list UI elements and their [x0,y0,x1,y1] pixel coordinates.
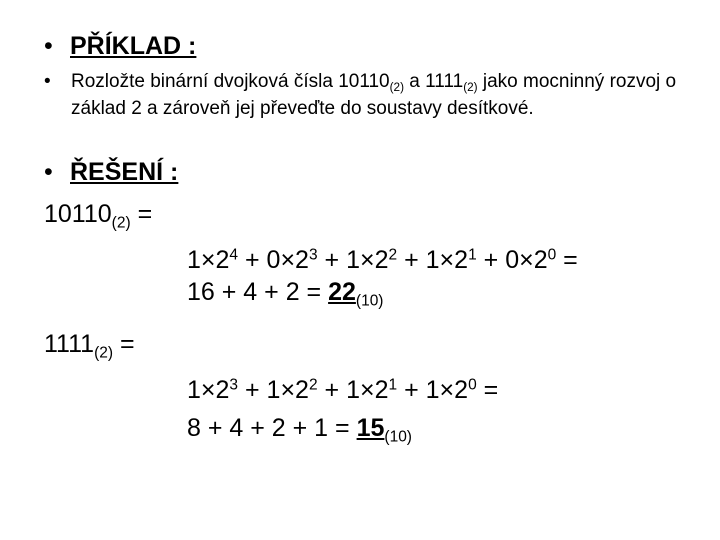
example-heading: PŘÍKLAD : [70,32,197,60]
second-number-label [44,330,135,362]
decimal-result: 22 [328,278,356,306]
power-term: 1×2 [266,376,309,404]
exponent: 0 [468,376,477,394]
base-subscript: (10) [384,428,412,446]
exponent: 4 [229,246,239,264]
power-term: 1×2 [187,376,230,404]
binary-number: 1111 [44,330,95,358]
decimal-result: 15 [356,414,385,442]
bullet-icon: • [44,158,53,186]
operator: + [397,376,426,404]
first-expansion [187,246,578,275]
base-subscript: (2) [463,81,478,95]
task-text-part: Rozložte binární dvojková čísla 10110 [71,71,390,92]
task-text-part: a 1111 [404,71,464,92]
operator: + [476,246,506,274]
exponent: 1 [388,376,398,394]
base-subscript: (2) [389,81,405,95]
operator: = [476,376,499,404]
solution-heading: ŘEŠENÍ : [70,158,179,186]
exponent: 2 [388,246,398,264]
power-term: 1×2 [187,246,230,274]
exponent: 0 [547,246,557,264]
power-term: 1×2 [346,246,389,274]
operator: + [317,376,347,404]
first-number-label [44,200,153,232]
operator: = [556,246,578,274]
power-term: 0×2 [505,246,548,274]
operator: + [397,246,426,274]
exponent: 2 [308,376,318,394]
equals-sign: = [113,330,135,358]
task-text-part: jako mocninný rozvoj o základ 2 a zároveň jej převeďte do soustavy desítkové. [71,71,677,119]
power-term: 1×2 [346,376,389,404]
binary-number: 10110 [44,200,112,228]
sum-expression: 8 + 4 + 2 + 1 = [187,414,357,442]
operator: + [317,246,347,274]
power-term: 1×2 [425,376,469,404]
bullet-icon: • [44,32,53,60]
exponent: 1 [468,246,477,264]
operator: + [238,246,267,274]
sum-expression: 16 + 4 + 2 = [187,278,329,306]
task-text [71,68,684,122]
operator: + [238,376,267,404]
bullet-icon: • [44,71,51,92]
task-paragraph [44,68,684,122]
base-subscript: (2) [111,214,131,232]
solution-heading-line [44,158,178,187]
power-term: 1×2 [425,246,469,274]
exponent: 3 [229,376,239,394]
equals-sign: = [130,200,153,228]
base-subscript: (2) [94,344,114,362]
first-sum-line [187,278,384,310]
example-heading-line [44,32,196,61]
power-term: 0×2 [266,246,309,274]
base-subscript: (10) [355,292,384,310]
second-expansion [187,376,498,405]
exponent: 3 [308,246,318,264]
second-sum-line [187,414,412,446]
